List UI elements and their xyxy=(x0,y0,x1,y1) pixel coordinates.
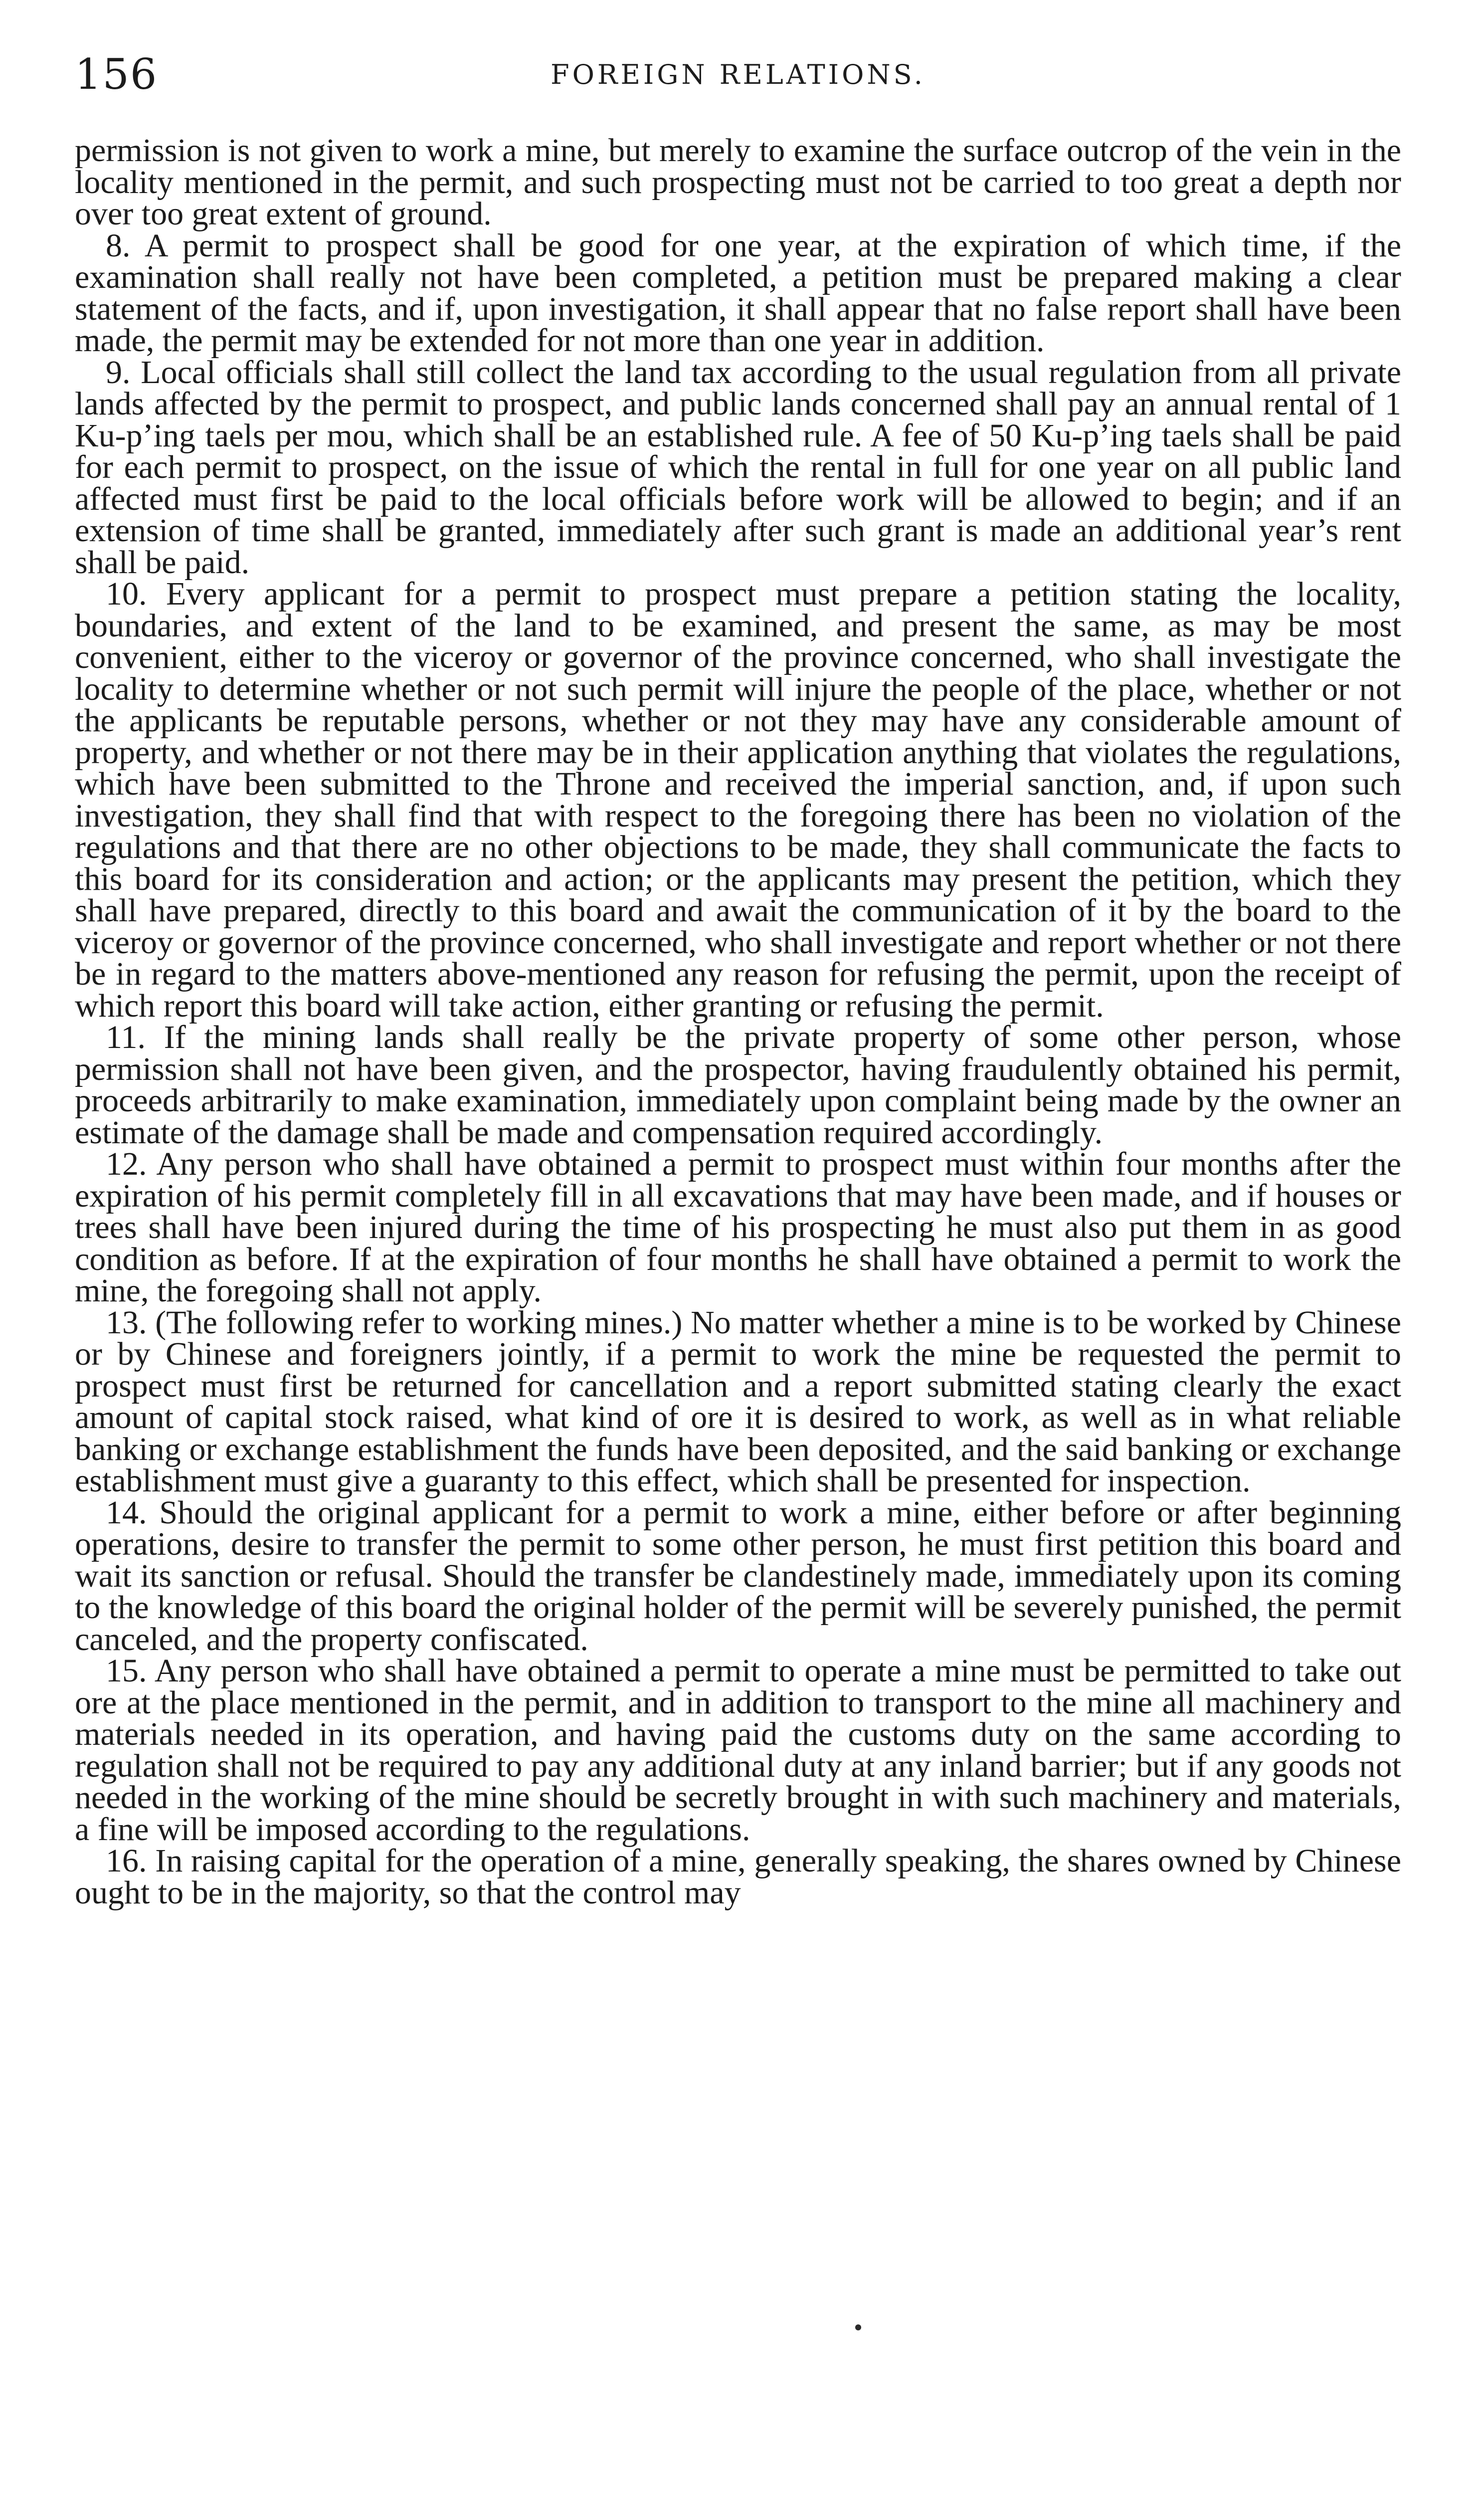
paragraph-9: 9. Local officials shall still collect the land tax according to the usual regulation from all private lands affected by the permit to prospect, and public lands concerned shall pay an annual rental of 1 Ku-p’ing taels per mou, which shall be an established rule. A fee of 50 Ku-p’ing taels shall be paid for each permit to prospect, on the issue of which the rental in full for one year on all public land affected must first be paid to the local officials before work will be allowed to begin; and if an extension of time shall be granted, immediately after such grant is made an additional year’s rent shall be paid. xyxy=(75,354,1401,581)
paragraph-12: 12. Any person who shall have obtained a permit to prospect must within four months after the expiration of his permit completely fill in all excavations that may have been made, and if houses or trees shall have been injured during the time of his prospecting he must also put them in as good condition as before. If at the expiration of four months he shall have obtained a permit to work the mine, the foregoing shall not apply. xyxy=(75,1146,1401,1309)
paragraph-8: 8. A permit to prospect shall be good for one year, at the expiration of which time, if the examination shall really not have been completed, a petition must be prepared making a clear statement of the facts, and if, upon investigation, it shall appear that no false report shall have been made, the permit may be extended for not more than one year in addition. xyxy=(75,227,1401,359)
page-number: 156 xyxy=(75,50,158,99)
ink-dot-mark xyxy=(855,2324,861,2330)
paragraph-16: 16. In raising capital for the operation of a mine, generally speaking, the shares owned by Chinese ought to be in the majority, so that the control may xyxy=(75,1843,1401,1911)
paragraph-13: 13. (The following refer to working mines.) No matter whether a mine is to be worked by Chinese or by Chinese and foreigners jointly, if a permit to work the mine be requested the permit to prospect must first be returned for cancellation and a report submitted stating clearly the exact amount of capital stock raised, what kind of ore it is desired to work, as well as in what reliable banking or exchange establishment the funds have been deposited, and the said banking or exchange establishment must give a guaranty to this effect, which shall be presented for inspection. xyxy=(75,1304,1401,1499)
paragraph-15: 15. Any person who shall have obtained a permit to operate a mine must be permitted to take out ore at the place mentioned in the permit, and in addition to transport to the mine all machinery and materials needed in its operation, and having paid the customs duty on the same according to regulation shall not be required to pay any additional duty at any inland barrier; but if any goods not needed in the working of the mine should be secretly brought in with such machinery and materials, a fine will be imposed according to the regulations. xyxy=(75,1653,1401,1848)
paragraph-continuation: permission is not given to work a mine, but merely to examine the surface outcrop of the vein in the locality mentioned in the permit, and such prospecting must not be carried to too great a depth nor over too great extent of ground. xyxy=(75,132,1401,232)
paragraph-11: 11. If the mining lands shall really be the private property of some other person, whose permission shall not have been given, and the prospector, having fraudulently obtained his permit, proceeds arbitrarily to make examination, immediately upon complaint being made by the owner an estimate of the damage shall be made and compensation required accordingly. xyxy=(75,1019,1401,1151)
page-header xyxy=(75,50,1401,110)
paragraph-10: 10. Every applicant for a permit to prospect must prepare a petition stating the locality, boundaries, and extent of the land to be examined, and present the same, as may be most convenient, either to the viceroy or governor of the province concerned, who shall investigate the locality to determine whether or not such permit will injure the people of the place, whether or not the applicants be reputable persons, whether or not they may have any considerable amount of property, and whether or not there may be in their application anything that violates the regulations, which have been submitted to the Throne and received the imperial sanction, and, if upon such investigation, they shall find that with respect to the foregoing there has been no violation of the regulations and that there are no other objections to be made, they shall communicate the facts to this board for its consideration and action; or the applicants may present the petition, which they shall have prepared, directly to this board and await the communication of it by the board to the viceroy or governor of the province concerned, who shall investigate and report whether or not there be in regard to the matters above-mentioned any reason for refusing the permit, upon the receipt of which report this board will take action, either granting or refusing the permit. xyxy=(75,576,1401,1024)
paragraph-14: 14. Should the original applicant for a permit to work a mine, either before or after beginning operations, desire to transfer the permit to some other person, he must first petition this board and wait its sanction or refusal. Should the transfer be clandestinely made, immediately upon its coming to the knowledge of this board the original holder of the permit will be severely punished, the permit canceled, and the property confiscated. xyxy=(75,1494,1401,1658)
document-page xyxy=(75,50,1401,2454)
body-text xyxy=(75,132,1401,1911)
running-title: FOREIGN RELATIONS. xyxy=(551,59,926,90)
